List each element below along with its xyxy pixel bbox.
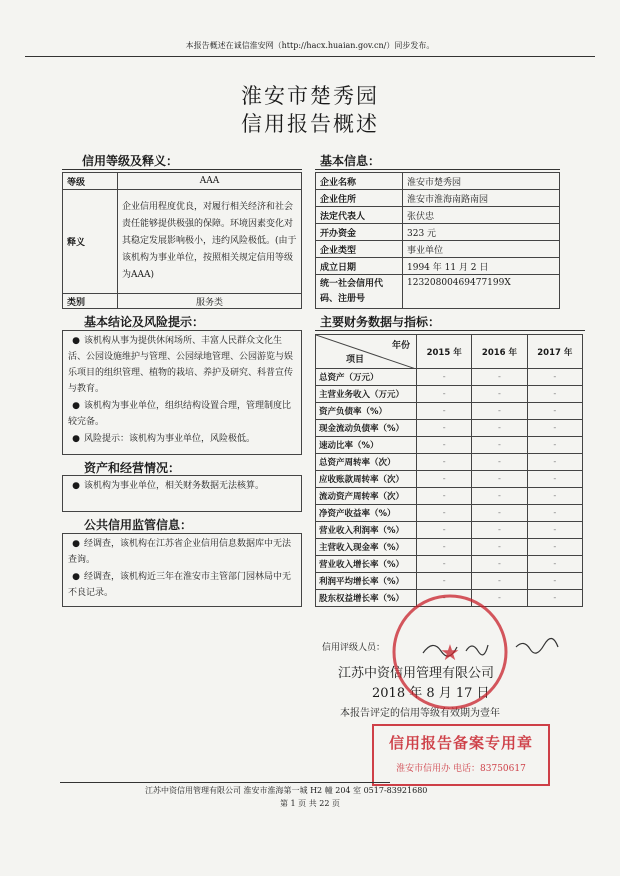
category-label: 类别	[63, 294, 118, 309]
signature-date: 2018 年 8 月 17 日	[372, 686, 490, 701]
finance-row-label: 股东权益增长率（%）	[316, 590, 417, 607]
finance-row-value: -	[527, 488, 582, 505]
grade-value: AAA	[118, 173, 302, 190]
finance-year-2017: 2017 年	[527, 335, 582, 369]
finance-row-value: -	[417, 369, 472, 386]
finance-row-value: -	[417, 386, 472, 403]
finance-row-label: 现金流动负债率（%）	[316, 420, 417, 437]
finance-row-value: -	[527, 454, 582, 471]
finance-row-label: 流动资产周转率（次）	[316, 488, 417, 505]
finance-row	[316, 488, 583, 505]
finance-row-value: -	[527, 522, 582, 539]
finance-year-2015: 2015 年	[417, 335, 472, 369]
supervision-item: ● 经调查，该机构在江苏省企业信用信息数据库中无法查询。	[68, 536, 296, 568]
grade-label: 等级	[63, 173, 118, 190]
finance-row-value: -	[472, 369, 527, 386]
bullet-icon: ●	[72, 336, 80, 346]
evaluator-label: 信用评级人员：	[322, 643, 386, 653]
bullet-icon: ●	[72, 539, 80, 549]
info-value-credit-code: 12320800469477199X	[403, 275, 560, 309]
assets-item: ● 该机构为事业单位，相关财务数据无法核算。	[68, 478, 296, 494]
top-notice: 本报告概述在诚信淮安网（http://hacx.huaian.gov.cn/）同步发布。	[185, 41, 435, 50]
signature-company: 江苏中资信用管理有限公司	[338, 666, 495, 681]
finance-row-value: -	[527, 471, 582, 488]
finance-row-value: -	[472, 556, 527, 573]
finance-row	[316, 454, 583, 471]
finance-row-value: -	[472, 522, 527, 539]
finance-row-value: -	[527, 437, 582, 454]
finance-row-label: 营业收入利润率（%）	[316, 522, 417, 539]
finance-row-value: -	[472, 590, 527, 607]
finance-row-label: 应收账款周转率（次）	[316, 471, 417, 488]
finance-row-value: -	[472, 471, 527, 488]
finance-row-value: -	[417, 488, 472, 505]
finance-row	[316, 386, 583, 403]
finance-row-value: -	[472, 505, 527, 522]
finance-row-value: -	[472, 420, 527, 437]
finance-row-value: -	[417, 454, 472, 471]
meaning-label: 释义	[63, 190, 118, 294]
basic-info-heading: 基本信息：	[320, 154, 381, 168]
finance-heading: 主要财务数据与指标：	[320, 315, 441, 329]
meaning-text: 企业信用程度优良，对履行相关经济和社会责任能够提供极强的保障。环境因素变化对其稳定发展影响极小，违约风险极低。(由于该机构为事业单位，按照相关规定信用等级为AAA)	[118, 190, 302, 294]
finance-row-value: -	[472, 386, 527, 403]
info-value-type: 事业单位	[403, 241, 560, 258]
finance-row-value: -	[472, 454, 527, 471]
finance-row-value: -	[527, 573, 582, 590]
finance-row	[316, 403, 583, 420]
finance-row	[316, 420, 583, 437]
rating-heading: 信用等级及释义：	[82, 154, 179, 168]
finance-row-value: -	[472, 488, 527, 505]
finance-year-2016: 2016 年	[472, 335, 527, 369]
finance-row-value: -	[417, 556, 472, 573]
info-value-address: 淮安市淮海南路南园	[403, 190, 560, 207]
finance-header-year: 年份	[391, 341, 410, 351]
footer-page: 第 1 页 共 22 页	[280, 799, 340, 808]
finance-row-value: -	[472, 573, 527, 590]
finance-row-label: 利润平均增长率（%）	[316, 573, 417, 590]
finance-row	[316, 539, 583, 556]
finance-row-value: -	[527, 403, 582, 420]
finance-corner-cell	[316, 335, 417, 369]
finance-row-value: -	[527, 386, 582, 403]
finance-row-label: 主营业务收入（万元）	[316, 386, 417, 403]
info-label-credit-code: 统一社会信用代码、注册号	[316, 275, 403, 309]
info-label-address: 企业住所	[316, 190, 403, 207]
category-value: 服务类	[118, 294, 302, 309]
finance-row	[316, 369, 583, 386]
rating-heading-line	[62, 169, 302, 170]
finance-row-label: 资产负债率（%）	[316, 403, 417, 420]
bullet-icon: ●	[72, 434, 80, 444]
info-value-capital: 323 元	[403, 224, 560, 241]
conclusion-item: ● 该机构为事业单位，组织结构设置合理，管理制度比较完备。	[68, 398, 296, 430]
finance-row-label: 总资产周转率（次）	[316, 454, 417, 471]
bullet-icon: ●	[72, 401, 80, 411]
filing-stamp	[372, 724, 550, 786]
info-value-date: 1994 年 11 月 2 日	[403, 258, 560, 275]
finance-row-value: -	[472, 437, 527, 454]
finance-table	[315, 334, 583, 607]
finance-row	[316, 437, 583, 454]
finance-heading-line	[315, 330, 585, 331]
bullet-icon: ●	[72, 572, 80, 582]
basic-info-table	[315, 172, 560, 309]
info-label-name: 企业名称	[316, 173, 403, 190]
finance-row-value: -	[472, 539, 527, 556]
finance-row-label: 主营收入现金率（%）	[316, 539, 417, 556]
finance-row-label: 总资产（万元）	[316, 369, 417, 386]
finance-row	[316, 471, 583, 488]
finance-row-value: -	[417, 573, 472, 590]
info-label-type: 企业类型	[316, 241, 403, 258]
finance-row	[316, 573, 583, 590]
finance-row	[316, 505, 583, 522]
page-title: 淮安市楚秀园	[241, 84, 379, 108]
finance-row-value: -	[417, 590, 472, 607]
info-label-capital: 开办资金	[316, 224, 403, 241]
finance-row-value: -	[472, 403, 527, 420]
finance-row-value: -	[527, 539, 582, 556]
conclusion-item: ● 风险提示：该机构为事业单位，风险极低。	[68, 431, 296, 447]
svg-text:★: ★	[440, 641, 460, 666]
finance-row	[316, 522, 583, 539]
supervision-item: ● 经调查，该机构近三年在淮安市主管部门园林局中无不良记录。	[68, 569, 296, 601]
finance-row-label: 速动比率（%）	[316, 437, 417, 454]
finance-row	[316, 556, 583, 573]
finance-row-value: -	[417, 522, 472, 539]
finance-row-value: -	[417, 471, 472, 488]
finance-row-value: -	[417, 539, 472, 556]
finance-row-label: 营业收入增长率（%）	[316, 556, 417, 573]
finance-row-value: -	[527, 369, 582, 386]
footer-divider	[60, 782, 390, 783]
finance-row-value: -	[417, 437, 472, 454]
info-value-representative: 张伏忠	[403, 207, 560, 224]
filing-stamp-office: 淮安市信用办 电话：83750617	[396, 764, 526, 774]
info-value-name: 淮安市楚秀园	[403, 173, 560, 190]
company-seal-icon	[390, 592, 510, 712]
rating-table	[62, 172, 302, 309]
supervision-box	[62, 533, 302, 607]
finance-row-value: -	[527, 505, 582, 522]
conclusions-box	[62, 330, 302, 455]
info-label-representative: 法定代表人	[316, 207, 403, 224]
page-subtitle: 信用报告概述	[241, 112, 379, 136]
filing-stamp-title: 信用报告备案专用章	[388, 734, 533, 752]
validity-note: 本报告评定的信用等级有效期为壹年	[340, 708, 500, 719]
assets-box	[62, 475, 302, 512]
supervision-heading: 公共信用监管信息：	[84, 518, 193, 532]
finance-row-label: 净资产收益率（%）	[316, 505, 417, 522]
finance-row-value: -	[527, 590, 582, 607]
finance-row-value: -	[527, 556, 582, 573]
conclusion-item: ● 该机构从事为提供休闲场所、丰富人民群众文化生活、公园设施维护与管理、公园绿地管理、公园游览与娱乐项目的组织管理、植物的栽培、养护及研究、科普宣传与教育。	[68, 333, 296, 397]
info-label-date: 成立日期	[316, 258, 403, 275]
assets-heading: 资产和经营情况：	[84, 461, 181, 475]
bullet-icon: ●	[72, 481, 80, 491]
basic-info-heading-line	[315, 169, 560, 170]
finance-row-value: -	[527, 420, 582, 437]
conclusions-heading: 基本结论及风险提示：	[84, 315, 205, 329]
top-divider	[25, 56, 595, 57]
finance-header-item: 项目	[346, 355, 365, 365]
footer-line: 江苏中资信用管理有限公司 淮安市淮海第一城 H2 幢 204 室 0517-83921680	[145, 786, 428, 795]
finance-row-value: -	[417, 420, 472, 437]
finance-row-value: -	[417, 403, 472, 420]
finance-row-value: -	[417, 505, 472, 522]
